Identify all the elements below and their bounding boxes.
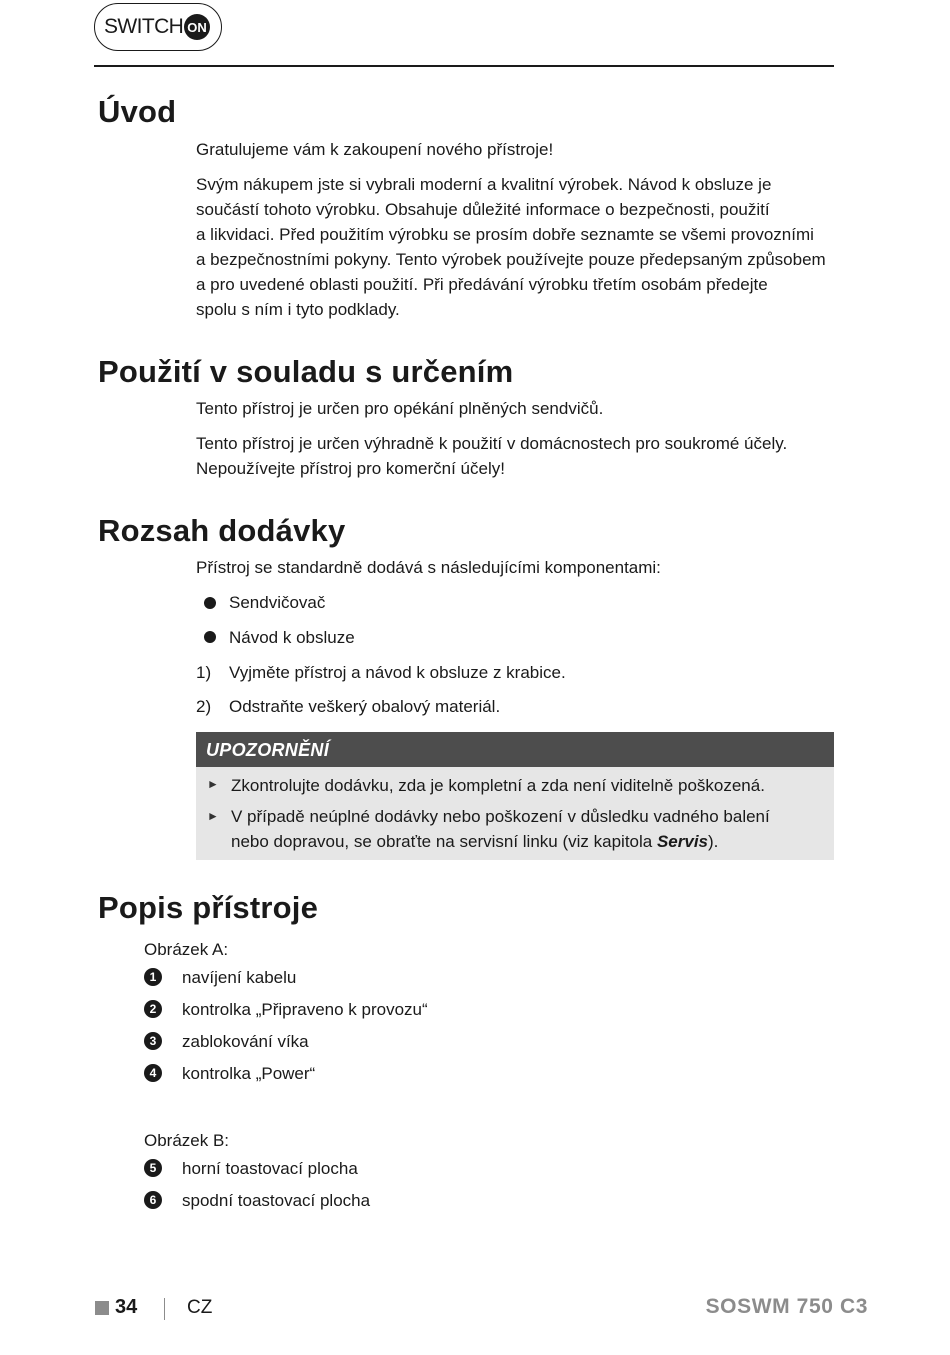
power-icon — [184, 14, 210, 40]
text-line: součástí tohoto výrobku. Obsahuje důležité informace o bezpečnosti, použití — [196, 200, 770, 219]
bullet-icon — [204, 597, 216, 609]
figure-item: horní toastovací plocha — [182, 1159, 358, 1178]
text-line: a bezpečnostními pokyny. Tento výrobek používejte pouze předepsaným způsobem — [196, 250, 826, 269]
figure-item: navíjení kabelu — [182, 968, 297, 987]
text-line: a pro uvedené oblasti použití. Při předávání výrobku třetím osobám předejte — [196, 275, 768, 294]
number-circle-icon: 3 — [144, 1032, 162, 1050]
arrow-right-icon: ► — [207, 777, 219, 791]
delivery-intro: Přístroj se standardně dodává s následujícími komponentami: — [196, 558, 661, 577]
figure-item: kontrolka „Připraveno k provozu“ — [182, 1000, 428, 1019]
text-line: spolu s ním i tyto podklady. — [196, 300, 400, 319]
number-circle-icon: 2 — [144, 1000, 162, 1018]
notice-box — [196, 732, 834, 860]
language-code: CZ — [187, 1297, 213, 1318]
text-fragment: nebo dopravou, se obraťte na servisní linku (viz kapitola — [231, 832, 657, 851]
step-number: 2) — [196, 697, 212, 716]
bullet-icon — [204, 631, 216, 643]
section-title-intro: Úvod — [98, 94, 177, 129]
notice-heading: UPOZORNĚNÍ — [196, 732, 834, 767]
arrow-right-icon: ► — [207, 809, 219, 823]
usage-paragraph-2 — [196, 431, 836, 481]
footer-divider — [164, 1298, 165, 1320]
number-circle-icon: 4 — [144, 1064, 162, 1082]
model-number: SOSWM 750 C3 — [705, 1295, 868, 1318]
list-item: Sendvičovač — [229, 593, 326, 612]
text-line: V případě neúplné dodávky nebo poškození v důsledku vadného balení — [231, 807, 770, 826]
text-line: Tento přístroj je určen výhradně k použití v domácnostech pro soukromé účely. — [196, 434, 788, 453]
servis-reference: Servis — [656, 832, 708, 851]
text-line: Nepoužívejte přístroj pro komerční účely! — [196, 459, 505, 478]
figure-item: zablokování víka — [182, 1032, 309, 1051]
notice-item-2 — [231, 804, 821, 854]
list-item: Návod k obsluze — [229, 628, 355, 647]
step-text: Vyjměte přístroj a návod k obsluze z krabice. — [229, 663, 566, 682]
footer-square-icon — [95, 1301, 109, 1315]
figure-item: kontrolka „Power“ — [182, 1064, 316, 1083]
notice-item-1: Zkontrolujte dodávku, zda je kompletní a zda není viditelně poškozená. — [231, 776, 765, 795]
brand-logo — [94, 3, 222, 51]
intro-paragraph-2 — [196, 172, 836, 322]
header-divider — [94, 65, 834, 67]
figure-a-label: Obrázek A: — [144, 940, 229, 959]
step-text: Odstraňte veškerý obalový materiál. — [229, 697, 501, 716]
logo-text: SWITCH — [104, 15, 184, 38]
page-number: 34 — [115, 1296, 138, 1318]
number-circle-icon: 6 — [144, 1191, 162, 1209]
figure-item: spodní toastovací plocha — [182, 1191, 371, 1210]
text-line: Svým nákupem jste si vybrali moderní a kvalitní výrobek. Návod k obsluze je — [196, 175, 772, 194]
usage-paragraph-1: Tento přístroj je určen pro opékání plněných sendvičů. — [196, 399, 604, 418]
section-title-delivery: Rozsah dodávky — [98, 513, 346, 548]
logo-power-text: ON — [187, 20, 207, 35]
number-circle-icon: 5 — [144, 1159, 162, 1177]
section-title-description: Popis přístroje — [98, 890, 319, 925]
text-fragment: ). — [708, 832, 719, 851]
intro-paragraph-1: Gratulujeme vám k zakoupení nového přístroje! — [196, 140, 554, 159]
figure-b-label: Obrázek B: — [144, 1131, 230, 1150]
text-line: a likvidaci. Před použitím výrobku se prosím dobře seznamte se všemi provozními — [196, 225, 814, 244]
number-circle-icon: 1 — [144, 968, 162, 986]
step-number: 1) — [196, 663, 212, 682]
text-line — [231, 829, 821, 854]
section-title-usage: Použití v souladu s určením — [98, 354, 514, 389]
